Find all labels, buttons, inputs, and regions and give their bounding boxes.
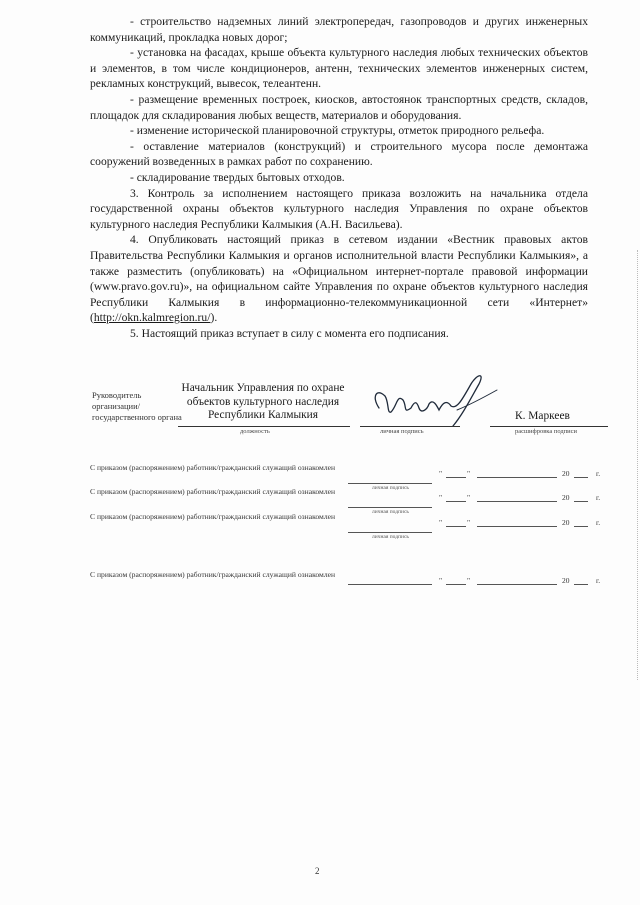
ack-signature-line [348,532,432,533]
ack-day-line [446,526,466,527]
ack-text: С приказом (распоряжением) работник/гражданский служащий ознакомлен [90,570,336,579]
acknowledgement-row-3 [90,512,610,544]
ack-quote-open: " [439,469,443,478]
ack-quote-close: " [467,576,471,585]
ack-year-line [574,526,588,527]
ack-quote-close: " [467,493,471,502]
ack-signature-line [348,584,432,585]
name-line [490,426,608,427]
position-title: Начальник Управления по охране объектов культурного наследия Республики Калмыкия [181,382,345,421]
ack-month-line [477,584,557,585]
ack-text: С приказом (распоряжением) работник/гражданский служащий ознакомлен [90,487,336,496]
ack-month-line [477,477,557,478]
ack-month-line [477,526,557,527]
ack-day-line [446,477,466,478]
clause-prohibition-5: - оставление материалов (конструкций) и строительного мусора после демонтажа сооружений возведенных в рамках работ по сохранению. [90,139,588,169]
ack-year-line [574,477,588,478]
clause-4-suffix: ). [210,311,218,325]
ack-year-suffix: г. [596,518,601,527]
ack-day-line [446,501,466,502]
handwritten-signature [367,370,507,432]
ack-year-prefix: 20 [562,493,570,502]
ack-text: С приказом (распоряжением) работник/гражданский служащий ознакомлен [90,463,336,472]
ack-caption: личная подпись [372,534,409,540]
ack-year-prefix: 20 [562,518,570,527]
ack-year-suffix: г. [596,469,601,478]
org-label: Руководитель организации/государственного органа [92,390,182,422]
clause-prohibition-6: - складирование твердых бытовых отходов. [130,170,345,184]
clause-5-effective: 5. Настоящий приказ вступает в силу с момента его подписания. [130,326,449,340]
signer-name: К. Маркеев [515,410,570,422]
name-caption: расшифровка подписи [515,428,578,435]
ack-caption: личная подпись [372,509,409,515]
ack-quote-close: " [467,469,471,478]
position-line [178,426,350,427]
ack-day-line [446,584,466,585]
clause-4-text: 4. Опубликовать настоящий приказ в сетевом издании «Вестник правовых актов Правительства Республики Калмыкия и органов исполнительной власти Республики Калмыкия», а также разместить (опубликовать) на «Официальном интернет-портале правовой информации (www.pravo.gov.ru)», на официальном сайте Управления по охране объектов культурного наследия Республики Калмыкия в информационно-телекоммуникационной сети «Интернет» ( [90,233,588,325]
okn-website-link[interactable]: http://okn.kalmregion.ru/ [93,311,211,325]
ack-year-line [574,501,588,502]
clause-prohibition-3: - размещение временных построек, киосков, автостоянок транспортных средств, складов, площадок для складирования любых веществ, материалов и оборудования. [90,92,588,122]
ack-text: С приказом (распоряжением) работник/гражданский служащий ознакомлен [90,512,336,521]
scan-edge-artifact [635,250,638,680]
page-number: 2 [315,866,320,876]
ack-year-suffix: г. [596,493,601,502]
position-caption: должность [240,428,270,435]
ack-year-suffix: г. [596,576,601,585]
order-body [90,14,588,341]
ack-year-prefix: 20 [562,576,570,585]
clause-3-control: 3. Контроль за исполнением настоящего приказа возложить на начальника отдела государственной охраны объектов культурного наследия Управления по охране объектов культурного наследия Республики Калмыкия (А.Н. Васильева). [90,186,588,231]
signature-block [90,378,610,438]
ack-quote-close: " [467,518,471,527]
ack-signature-line [348,507,432,508]
ack-month-line [477,501,557,502]
ack-signature-line [348,483,432,484]
clause-4-publication [90,232,588,326]
signature-line [360,426,460,427]
acknowledgement-row-4 [90,570,610,602]
ack-quote-open: " [439,493,443,502]
ack-year-prefix: 20 [562,469,570,478]
ack-caption: личная подпись [372,485,409,491]
clause-prohibition-1: - строительство надземных линий электропередач, газопроводов и других инженерных коммуникаций, прокладка новых дорог; [90,15,588,44]
signature-caption: личная подпись [380,428,424,435]
clause-prohibition-2: - установка на фасадах, крыше объекта культурного наследия любых технических объектов и элементов, в том числе кондиционеров, антенн, технических элементов инженерных систем, рекламных конструкций, вывесок, телеантенн. [90,46,588,91]
clause-prohibition-4: - изменение исторической планировочной структуры, отметок природного рельефа. [130,124,545,138]
ack-year-line [574,584,588,585]
ack-quote-open: " [439,576,443,585]
ack-quote-open: " [439,518,443,527]
